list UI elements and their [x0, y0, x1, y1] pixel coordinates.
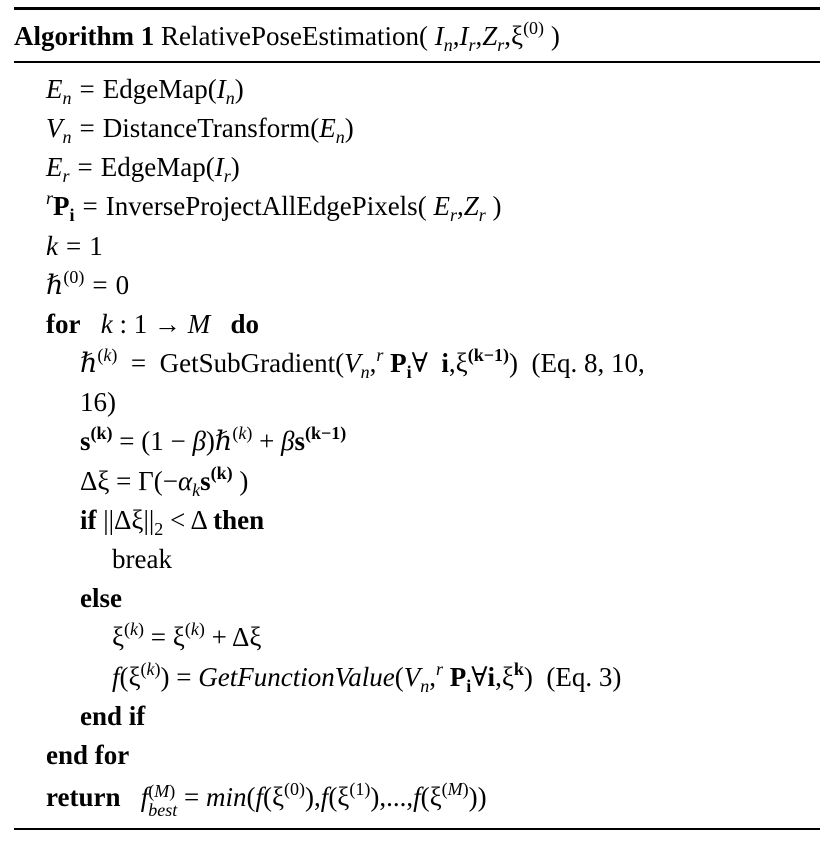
line-function-value: $f(\xi^{(k)})$ = $GetFunctionValue(V_n,^r$ $P_i\forall i,\xi^k$) (Eq. 3)	[112, 659, 622, 696]
line-update-step: $\Delta\xi = \Gamma(-\alpha_ks^{(k)}$ )	[80, 463, 249, 500]
hbar-init-value: 0	[115, 270, 130, 300]
line-else	[80, 581, 122, 615]
line-edgemap-n: $E_n$ = $EdgeMap(I_n)$	[46, 74, 244, 108]
algorithm-label: Algorithm 1	[14, 21, 155, 51]
line-momentum: $s^{(k)} = (1$ − β)ℏ$^{(k)}$ + $\beta s^{(k-1)}$	[80, 423, 347, 456]
else-keyword: else	[80, 583, 122, 613]
k-init-value: 1	[89, 231, 103, 261]
algorithm-name: RelativePoseEstimation(	[160, 21, 428, 51]
top-rule	[14, 7, 820, 10]
if-keyword: if	[80, 505, 97, 535]
for-keyword: for	[46, 309, 81, 339]
line-k-init: k = 1	[46, 231, 103, 261]
caption-close: )	[550, 21, 560, 51]
get-subgradient-fn: GetSubGradient(	[159, 348, 345, 378]
line-edgemap-r: $E_r$ = $EdgeMap(I_r)$	[46, 152, 240, 186]
edgemap-fn: EdgeMap(	[102, 74, 217, 104]
line-xi-update: $\xi^{(k)} = \xi^{(k)} + \Delta\xi$	[112, 619, 262, 652]
distance-transform-fn: DistanceTransform(	[102, 113, 320, 143]
line-return: return f (M) best = $\min(f(\xi^{(0)}),f(\xi^{(1)}),...,f(\xi^{(M)}))$	[46, 779, 487, 820]
line-hbar-init: ℏ$^{(0)}$ = 0	[46, 267, 130, 300]
caption-rule	[14, 61, 820, 63]
min-fn: min	[206, 782, 247, 812]
line-inverse-project: $^rP_i$ = InverseProjectAllEdgePixels( $E_r,Z_r$ )	[46, 188, 502, 225]
do-keyword: do	[230, 309, 260, 339]
subgradient-ref-cont: 16)	[80, 387, 116, 417]
line-end-for	[46, 738, 129, 772]
end-if-keyword: end if	[80, 701, 146, 731]
inverse-project-fn: InverseProjectAllEdgePixels(	[105, 191, 427, 221]
get-function-value-fn: GetFunctionValue	[198, 662, 395, 692]
line-distance-transform: $V_n$ = $DistanceTransform(E_n)$	[46, 113, 354, 147]
break-keyword: break	[112, 544, 172, 574]
algorithm-caption: Algorithm 1 RelativePoseEstimation( $I_n,I_r,Z_r,\xi^{(0)}$ )	[14, 18, 560, 55]
end-for-keyword: end for	[46, 740, 130, 770]
line-break	[112, 542, 172, 576]
return-keyword: return	[46, 782, 121, 812]
bottom-rule	[14, 828, 820, 830]
subgradient-ref: (Eq. 8, 10,	[531, 348, 645, 378]
then-keyword: then	[213, 505, 265, 535]
line-subgradient: ℏ$^{(k)}$ = $GetSubGradient(V_n,^r$ $P_i\forall$ $i,\xi^{(k-1)}$) (Eq. 8, 10,	[80, 345, 645, 382]
line-for: for k : 1 → M do	[46, 309, 260, 339]
line-subgradient-cont	[80, 385, 116, 419]
line-end-if	[80, 699, 145, 733]
line-if: if $||\Delta\xi||_2 < \Delta$ then	[80, 505, 265, 539]
edgemap-fn-r: EdgeMap(	[100, 152, 215, 182]
function-value-ref: (Eq. 3)	[546, 662, 622, 692]
